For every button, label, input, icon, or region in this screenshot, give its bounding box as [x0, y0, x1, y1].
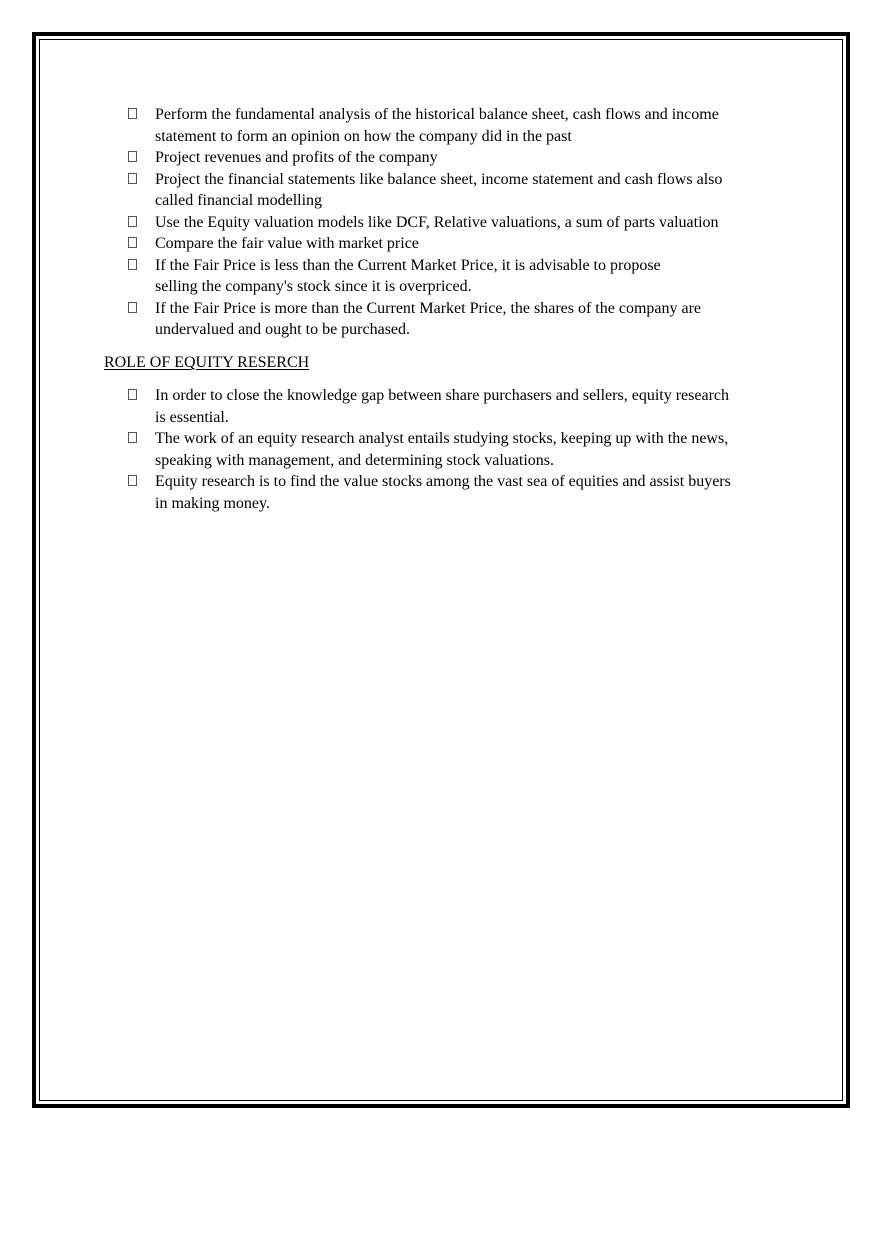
list-item [128, 147, 788, 169]
list-item [128, 233, 788, 255]
role-points-list [128, 385, 788, 514]
list-item [128, 428, 788, 471]
checkbox-bullet-icon [128, 108, 137, 119]
list-item [128, 471, 788, 514]
list-item-line-1: Use the Equity valuation models like DCF, Relative valuations, a sum of parts valuation [155, 213, 719, 231]
list-item [128, 385, 788, 428]
list-item-line-1: In order to close the knowledge gap between share purchasers and sellers, equity research [155, 387, 729, 404]
list-item-line-1: The work of an equity research analyst entails studying stocks, keeping up with the news, [155, 430, 729, 447]
section-heading-role-of-equity-research: ROLE OF EQUITY RESERCH [104, 354, 310, 371]
checkbox-bullet-icon [128, 237, 137, 248]
list-item [128, 298, 788, 341]
list-item-line-2: speaking with management, and determining stock valuations. [155, 451, 555, 469]
list-item-line-2: in making money. [155, 494, 270, 512]
checkbox-bullet-icon [128, 173, 137, 184]
list-item-line-2: called financial modelling [155, 192, 323, 209]
list-item [128, 212, 788, 234]
list-item-line-1: Perform the fundamental analysis of the historical balance sheet, cash flows and income [155, 106, 719, 123]
list-item-line-1: Project the financial statements like balance sheet, income statement and cash flows also [155, 170, 723, 188]
analysis-steps-list [128, 104, 788, 341]
list-item [128, 169, 788, 212]
list-item-line-2: selling the company's stock since it is overpriced. [155, 278, 472, 295]
list-item-line-2: is essential. [155, 408, 229, 426]
checkbox-bullet-icon [128, 389, 137, 400]
list-item [128, 255, 788, 298]
list-item-line-1: If the Fair Price is more than the Current Market Price, the shares of the company are [155, 299, 702, 317]
checkbox-bullet-icon [128, 302, 137, 313]
list-item [128, 104, 788, 147]
checkbox-bullet-icon [128, 475, 137, 486]
checkbox-bullet-icon [128, 259, 137, 270]
list-item-line-1: Compare the fair value with market price [155, 235, 419, 252]
list-item-line-1: Equity research is to find the value stocks among the vast sea of equities and assist buyers [155, 473, 731, 490]
checkbox-bullet-icon [128, 432, 137, 443]
checkbox-bullet-icon [128, 151, 137, 162]
list-item-line-1: Project revenues and profits of the company [155, 149, 438, 166]
checkbox-bullet-icon [128, 216, 137, 227]
list-item-line-1: If the Fair Price is less than the Current Market Price, it is advisable to propose [155, 256, 661, 274]
list-item-line-2: undervalued and ought to be purchased. [155, 321, 411, 338]
list-item-line-2: statement to form an opinion on how the company did in the past [155, 127, 572, 145]
